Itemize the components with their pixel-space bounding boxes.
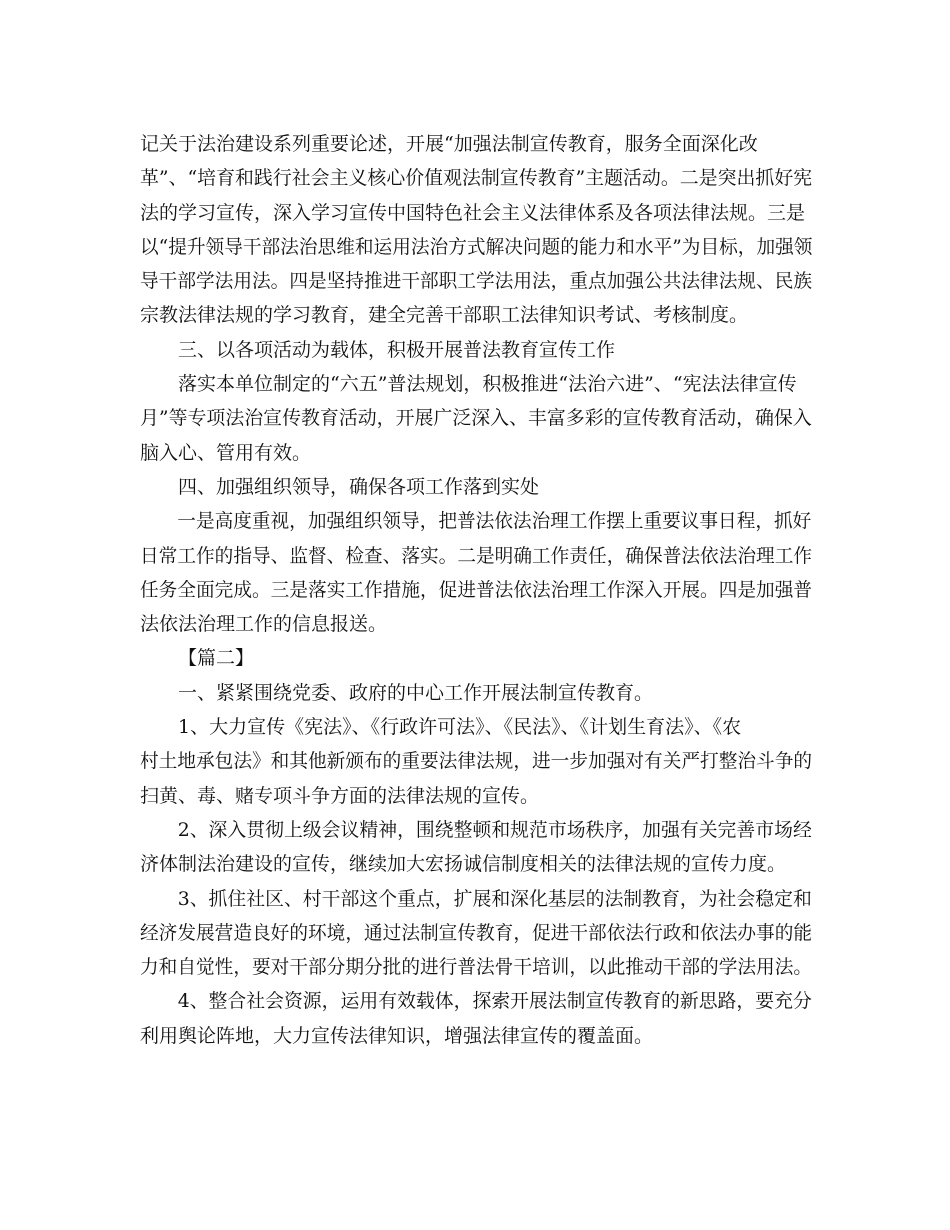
text-line: 导干部学法用法。四是坚持推进干部职工学法用法，重点加强公共法律法规、民族	[140, 270, 813, 293]
text-line: 村土地承包法》和其他新颁布的重要法律法规，进一步加强对有关严打整治斗争的	[140, 750, 813, 773]
text-line: 法的学习宣传，深入学习宣传中国特色社会主义法律体系及各项法律法规。三是	[140, 201, 806, 224]
text-line: 任务全面完成。三是落实工作措施，促进普法依法治理工作深入开展。四是加强普	[140, 578, 813, 601]
text-line: 4、整合社会资源，运用有效载体，探索开展法制宣传教育的新思路，要充分	[177, 990, 812, 1013]
text-line: 2、深入贯彻上级会议精神，围绕整顿和规范市场秩序，加强有关完善市场经	[177, 818, 812, 841]
text-line: 宗教法律法规的学习教育，建全完善干部职工法律知识考试、考核制度。	[140, 304, 749, 327]
text-line: 一、紧紧围绕党委、政府的中心工作开展法制宣传教育。	[178, 681, 654, 704]
text-line: 以“提升领导干部法治思维和运用法治方式解决问题的能力和水平”为目标，加强领	[140, 235, 813, 258]
text-line: 日常工作的指导、监督、检查、落实。二是明确工作责任，确保普法依法治理工作	[140, 544, 813, 567]
text-line: 月”等专项法治宣传教育活动，开展广泛深入、丰富多彩的宣传教育活动，确保入	[140, 407, 812, 430]
text-line: 三、以各项活动为载体，积极开展普法教育宣传工作	[178, 338, 616, 361]
text-line: 法依法治理工作的信息报送。	[140, 613, 388, 636]
text-line: 四、加强组织领导，确保各项工作落到实处	[178, 475, 540, 498]
text-line: 济体制法治建设的宣传，继续加大宏扬诚信制度相关的法律法规的宣传力度。	[140, 853, 787, 876]
text-line: 革”、“培育和践行社会主义核心价值观法制宣传教育”主题活动。二是突出抓好宪	[140, 167, 813, 190]
text-line: 记关于法治建设系列重要论述，开展“加强法制宣传教育，服务全面深化改	[140, 133, 758, 155]
text-line: 利用舆论阵地，大力宣传法律知识，增强法律宣传的覆盖面。	[140, 1024, 654, 1047]
text-line: 3、抓住社区、村干部这个重点，扩展和深化基层的法制教育，为社会稳定和	[177, 887, 812, 910]
text-line: 力和自觉性，要对干部分期分批的进行普法骨干培训，以此推动干部的学法用法。	[140, 956, 813, 979]
text-line: 【篇二】	[178, 647, 255, 670]
document-body	[140, 127, 812, 1053]
text-line: 经济发展营造良好的环境，通过法制宣传教育，促进干部依法行政和依法办事的能	[140, 921, 813, 944]
text-line: 1、大力宣传《宪法》、《行政许可法》、《民法》、《计划生育法》、《农	[178, 716, 742, 739]
text-line: 落实本单位制定的“六五”普法规划，积极推进“法治六进”、“宪法法律宣传	[178, 373, 797, 396]
text-line: 扫黄、毒、赌专项斗争方面的法律法规的宣传。	[140, 784, 540, 807]
text-line: 一是高度重视，加强组织领导，把普法依法治理工作摆上重要议事日程，抓好	[177, 510, 812, 533]
text-line: 脑入心、管用有效。	[140, 441, 312, 464]
